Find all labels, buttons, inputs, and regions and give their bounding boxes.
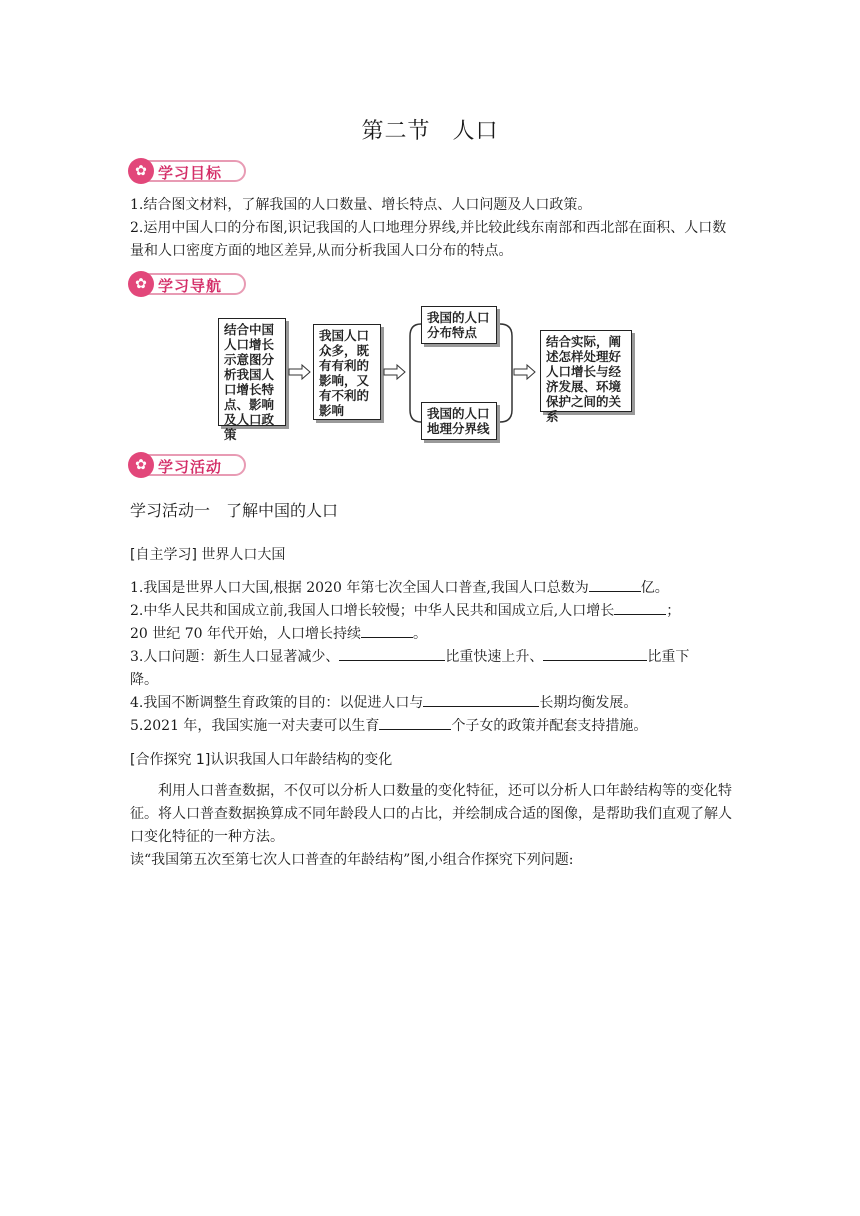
section-banner-label: 学习目标 (158, 164, 223, 182)
question-5: 5.2021 年，我国实施一对夫妻可以生育 个子女的政策并配套支持措施。 (130, 715, 735, 738)
answer-blank[interactable] (379, 715, 451, 730)
coop-instruction: 读“我国第五次至第七次人口普查的年龄结构”图,小组合作探究下列问题: (130, 852, 574, 868)
flow-box-3a: 我国的人口分布特点 (421, 306, 497, 344)
question-2: 2.中华人民共和国成立前,我国人口增长较慢；中华人民共和国成立后,人口增长 ； (130, 600, 735, 623)
right-bracket (500, 324, 512, 422)
arrow-icon (384, 365, 405, 379)
title-part2: 人口 (452, 119, 499, 144)
coop-heading: [合作探究 1]认识我国人口年龄结构的变化 (130, 752, 393, 768)
flow-box-1: 结合中国人口增长示意图分析我国人口增长特点、影响及人口政策 (218, 318, 286, 426)
flow-box-3b: 我国的人口地理分界线 (421, 402, 497, 440)
question-1: 1.我国是世界人口大国,根据 2020 年第七次全国人口普查,我国人口总数为 亿。 (130, 577, 735, 600)
lotus-icon: ✿ (128, 452, 154, 478)
section-banner-activity (128, 453, 248, 479)
section-banner-label: 学习导航 (158, 277, 223, 295)
answer-blank[interactable] (543, 646, 647, 661)
title-part1: 第二节 (361, 119, 431, 144)
question-3-cont: 降。 (130, 672, 158, 688)
answer-blank[interactable] (361, 623, 413, 638)
self-study-heading: [自主学习] 世界人口大国 (130, 547, 286, 563)
question-2-cont: 20 世纪 70 年代开始，人口增长持续 。 (130, 623, 735, 646)
coop-paragraph: 利用人口普查数据，不仅可以分析人口数量的变化特征，还可以分析人口年龄结构等的变化特征。将人口普查数据换算成不同年龄段人口的占比，并绘制成合适的图像，是帮助我们直观了解人口变化特征的一种方法。 (130, 783, 732, 845)
activity-heading: 学习活动一 了解中国的人口 (130, 501, 339, 520)
question-3: 3.人口问题：新生人口显著减少、 比重快速上升、 比重下 (130, 646, 735, 669)
goal-2: 2.运用中国人口的分布图,识记我国的人口地理分界线,并比较此线东南部和西北部在面积、人口数量和人口密度方面的地区差异,从而分析我国人口分布的特点。 (130, 220, 727, 259)
section-banner-label: 学习活动 (158, 458, 223, 476)
answer-blank[interactable] (339, 646, 445, 661)
answer-blank[interactable] (423, 692, 539, 707)
flow-box-2: 我国人口众多，既有有利的影响，又有不利的影响 (313, 324, 381, 420)
lotus-icon: ✿ (128, 158, 154, 184)
answer-blank[interactable] (614, 600, 666, 615)
flow-box-4: 结合实际，阐述怎样处理好人口增长与经济发展、环境保护之间的关系 (540, 330, 632, 412)
answer-blank[interactable] (589, 577, 641, 592)
arrow-icon (289, 365, 310, 379)
goal-1: 1.结合图文材料，了解我国的人口数量、增长特点、人口问题及人口政策。 (130, 197, 592, 213)
flow-connectors (0, 0, 860, 460)
lotus-icon: ✿ (128, 271, 154, 297)
left-bracket (410, 324, 421, 422)
arrow-icon (514, 365, 535, 379)
question-4: 4.我国不断调整生育政策的目的：以促进人口与 长期均衡发展。 (130, 692, 735, 715)
